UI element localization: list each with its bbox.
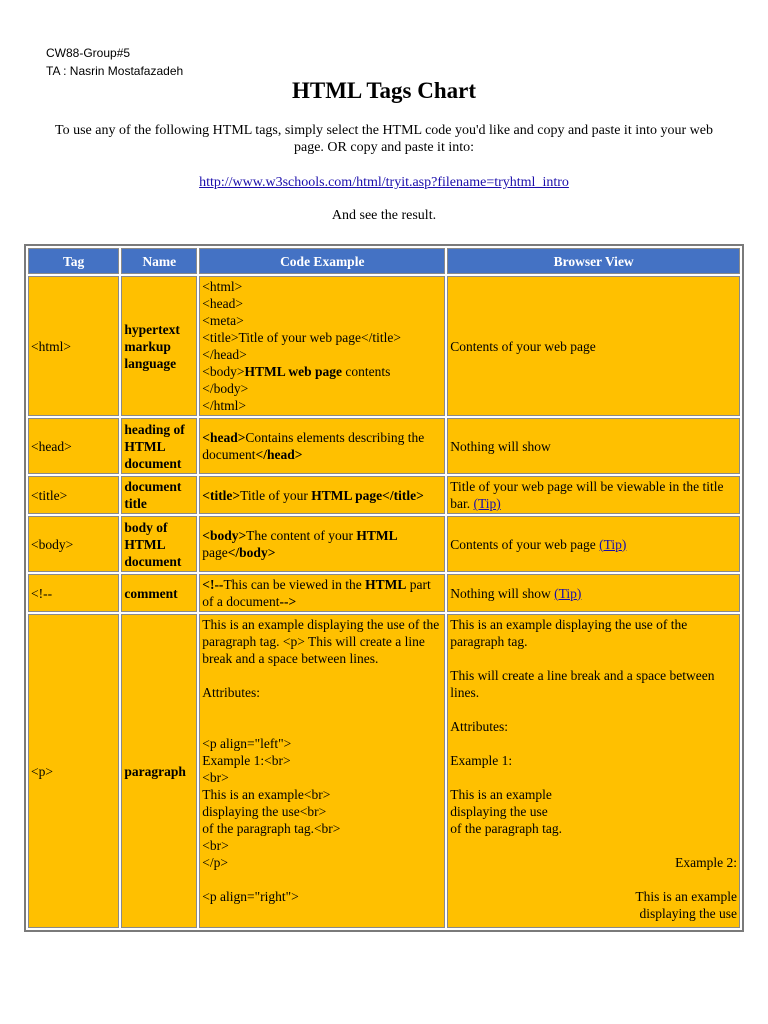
tag-cell: <!-- xyxy=(28,574,119,612)
tag-cell: <html> xyxy=(28,276,119,416)
name-cell: heading of HTML document xyxy=(121,418,197,474)
code-cell: <html> <head> <meta> <title>Title of your web page</title> </head> <body>HTML web page contents </body> </html> xyxy=(199,276,445,416)
column-header-browser-view: Browser View xyxy=(447,248,740,274)
browser-view-cell: Nothing will show (Tip) xyxy=(447,574,740,612)
table-row-head xyxy=(28,418,740,474)
w3schools-link[interactable]: http://www.w3schools.com/html/tryit.asp?filename=tryhtml_intro xyxy=(199,175,569,190)
name-cell: document title xyxy=(121,476,197,514)
column-header-name: Name xyxy=(121,248,197,274)
name-cell: comment xyxy=(121,574,197,612)
column-header-tag: Tag xyxy=(28,248,119,274)
table-row-p xyxy=(28,614,740,928)
tag-cell: <p> xyxy=(28,614,119,928)
document-header xyxy=(46,44,183,80)
intro-text: To use any of the following HTML tags, simply select the HTML code you'd like and copy and paste it into your web page. OR copy and paste it into: xyxy=(55,123,713,155)
tag-cell: <body> xyxy=(28,516,119,572)
link-line xyxy=(0,175,768,191)
table-row-title xyxy=(28,476,740,514)
table-header-row xyxy=(28,248,740,274)
html-tags-table xyxy=(24,244,744,932)
tag-cell: <head> xyxy=(28,418,119,474)
table-row-html xyxy=(28,276,740,416)
code-cell: <body>The content of your HTML page</body> xyxy=(199,516,445,572)
code-cell: <!--This can be viewed in the HTML part of a document--> xyxy=(199,574,445,612)
browser-view-cell: Title of your web page will be viewable in the title bar. (Tip) xyxy=(447,476,740,514)
page-title: HTML Tags Chart xyxy=(291,78,477,103)
browser-view-cell: Nothing will show xyxy=(447,418,740,474)
code-cell: This is an example displaying the use of the paragraph tag. <p> This will create a line break and a space between lines. Attributes: <p align="left"> Example 1:<br> <br> This is an example<br> displaying the use<br> of the paragraph tag.<br> <br> </p> <p align="right"> xyxy=(199,614,445,928)
browser-view-cell: This is an example displaying the use of the paragraph tag. This will create a line break and a space between lines. Attributes: Example 1: This is an example displaying the use of the paragraph tag. Example 2: This is an example displaying the use xyxy=(447,614,740,928)
group-label: CW88-Group#5 xyxy=(46,46,131,60)
tip-link[interactable]: (Tip) xyxy=(554,585,582,601)
ta-label: TA : Nasrin Mostafazadeh xyxy=(46,64,184,78)
browser-view-cell: Contents of your web page xyxy=(447,276,740,416)
table-row-body xyxy=(28,516,740,572)
tip-link[interactable]: (Tip) xyxy=(599,536,627,552)
name-cell: paragraph xyxy=(121,614,197,928)
tag-cell: <title> xyxy=(28,476,119,514)
column-header-code-example: Code Example xyxy=(199,248,445,274)
table-row-comment xyxy=(28,574,740,612)
code-cell: <head>Contains elements describing the document</head> xyxy=(199,418,445,474)
name-cell: hypertext markup language xyxy=(121,276,197,416)
browser-view-cell: Contents of your web page (Tip) xyxy=(447,516,740,572)
name-cell: body of HTML document xyxy=(121,516,197,572)
result-text: And see the result. xyxy=(331,208,437,223)
tip-link[interactable]: (Tip) xyxy=(473,496,501,511)
code-cell: <title>Title of your HTML page</title> xyxy=(199,476,445,514)
